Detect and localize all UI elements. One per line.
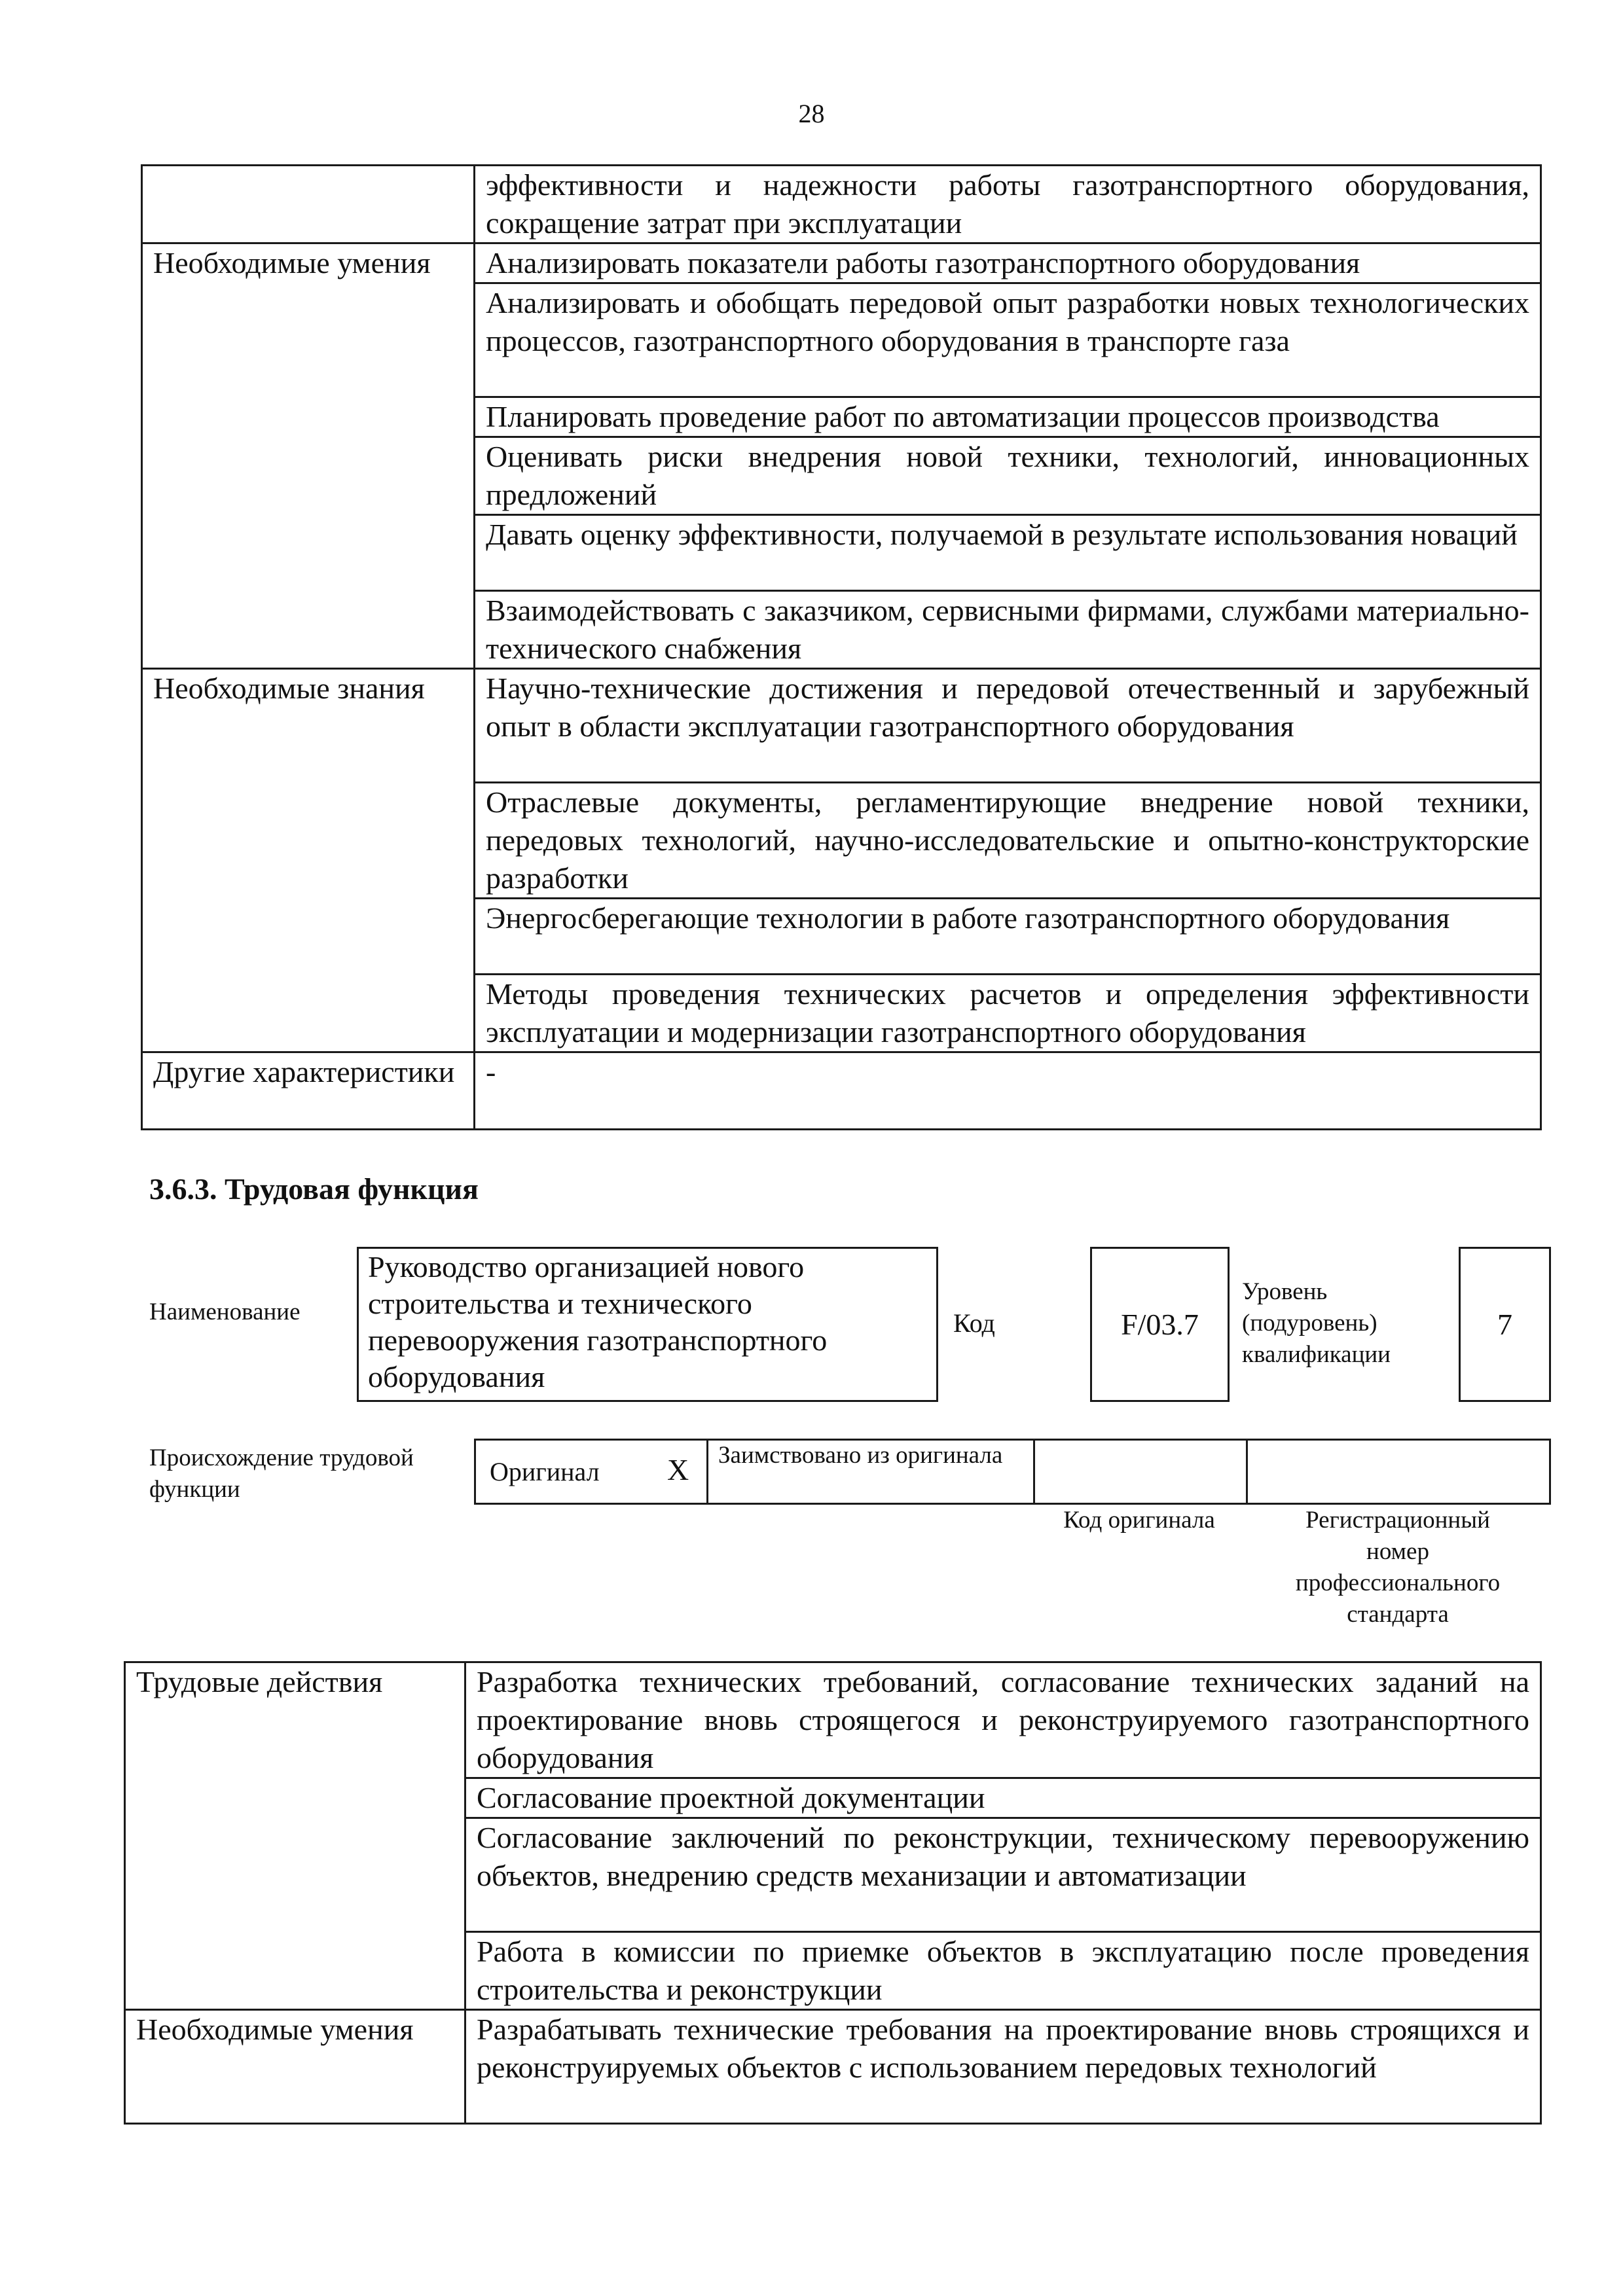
row-text: Анализировать и обобщать передовой опыт разработки новых технологических процессов, газотранспортного оборудования в транспорте газа (475, 283, 1541, 397)
row-text: Научно-технические достижения и передовой отечественный и зарубежный опыт в области эксплуатации газотранспортного оборудования (475, 669, 1541, 783)
table-row (125, 2010, 1541, 2124)
row-text: Анализировать показатели работы газотранспортного оборудования (475, 243, 1541, 283)
row-text: Взаимодействовать с заказчиком, сервисными фирмами, службами материально-технического снабжения (475, 591, 1541, 669)
level-box (1459, 1247, 1551, 1402)
row-text: Отраслевые документы, регламентирующие внедрение новой техники, передовых технологий, научно-исследовательские и опытно-конструкторские разработки (475, 783, 1541, 899)
row-text: - (475, 1052, 1541, 1130)
original-mark: X (667, 1453, 689, 1486)
row-label: Другие характеристики (142, 1052, 475, 1130)
table-row (142, 669, 1541, 783)
section-heading: 3.6.3. Трудовая функция (149, 1172, 479, 1206)
table-row (125, 1662, 1541, 1778)
borrowed-label: Заимствовано из оригинала (718, 1442, 1003, 1469)
function-name: Руководство организацией нового строительства и технического перевооружения газотранспортного оборудования (368, 1250, 828, 1393)
row-label: Необходимые умения (125, 2010, 465, 2124)
origin-divider-3 (1246, 1441, 1248, 1503)
original-label: Оригинал (490, 1457, 600, 1486)
row-text: Методы проведения технических расчетов и определения эффективности эксплуатации и модернизации газотранспортного оборудования (475, 975, 1541, 1052)
row-text: Энергосберегающие технологии в работе газотранспортного оборудования (475, 899, 1541, 975)
row-text: Оценивать риски внедрения новой техники, технологий, инновационных предложений (475, 437, 1541, 515)
code-original-caption: Код оригинала (1063, 1507, 1215, 1534)
function-code: F/03.7 (1121, 1308, 1199, 1341)
competency-table (141, 164, 1542, 1130)
row-label (142, 166, 475, 243)
row-text: Согласование заключений по реконструкции, техническому перевооружению объектов, внедрению средств механизации и автоматизации (465, 1818, 1541, 1932)
code-box (1090, 1247, 1230, 1402)
origin-divider-2 (1033, 1441, 1035, 1503)
row-text: эффективности и надежности работы газотранспортного оборудования, сокращение затрат при эксплуатации (475, 166, 1541, 243)
table-row (142, 1052, 1541, 1130)
qualification-level: 7 (1497, 1308, 1512, 1341)
row-label: Трудовые действия (125, 1662, 465, 2010)
row-text: Разработка технических требований, согласование технических заданий на проектирование вновь строящегося и реконструируемого газотранспортного оборудования (465, 1662, 1541, 1778)
labor-actions-table (124, 1661, 1542, 2125)
page-number: 28 (798, 99, 825, 128)
table-row (142, 243, 1541, 283)
reg-number-caption: Регистрационный номер профессионального стандарта (1295, 1507, 1501, 1628)
row-label: Необходимые умения (142, 243, 475, 669)
row-label: Необходимые знания (142, 669, 475, 1052)
origin-divider-1 (706, 1441, 708, 1503)
table-row (142, 166, 1541, 243)
row-text: Согласование проектной документации (465, 1778, 1541, 1818)
row-text: Работа в комиссии по приемке объектов в эксплуатацию после проведения строительства и реконструкции (465, 1932, 1541, 2010)
function-name-box (357, 1247, 938, 1402)
level-label: Уровень (подуровень) квалификации (1242, 1278, 1391, 1368)
origin-label: Происхождение трудовой функции (149, 1444, 414, 1503)
name-label: Наименование (149, 1299, 301, 1325)
origin-box (474, 1439, 1551, 1505)
row-text: Планировать проведение работ по автоматизации процессов производства (475, 397, 1541, 437)
row-text: Давать оценку эффективности, получаемой в результате использования новаций (475, 515, 1541, 591)
code-label: Код (953, 1308, 995, 1338)
row-text: Разрабатывать технические требования на проектирование вновь строящихся и реконструируемых объектов с использованием передовых технологий (465, 2010, 1541, 2124)
